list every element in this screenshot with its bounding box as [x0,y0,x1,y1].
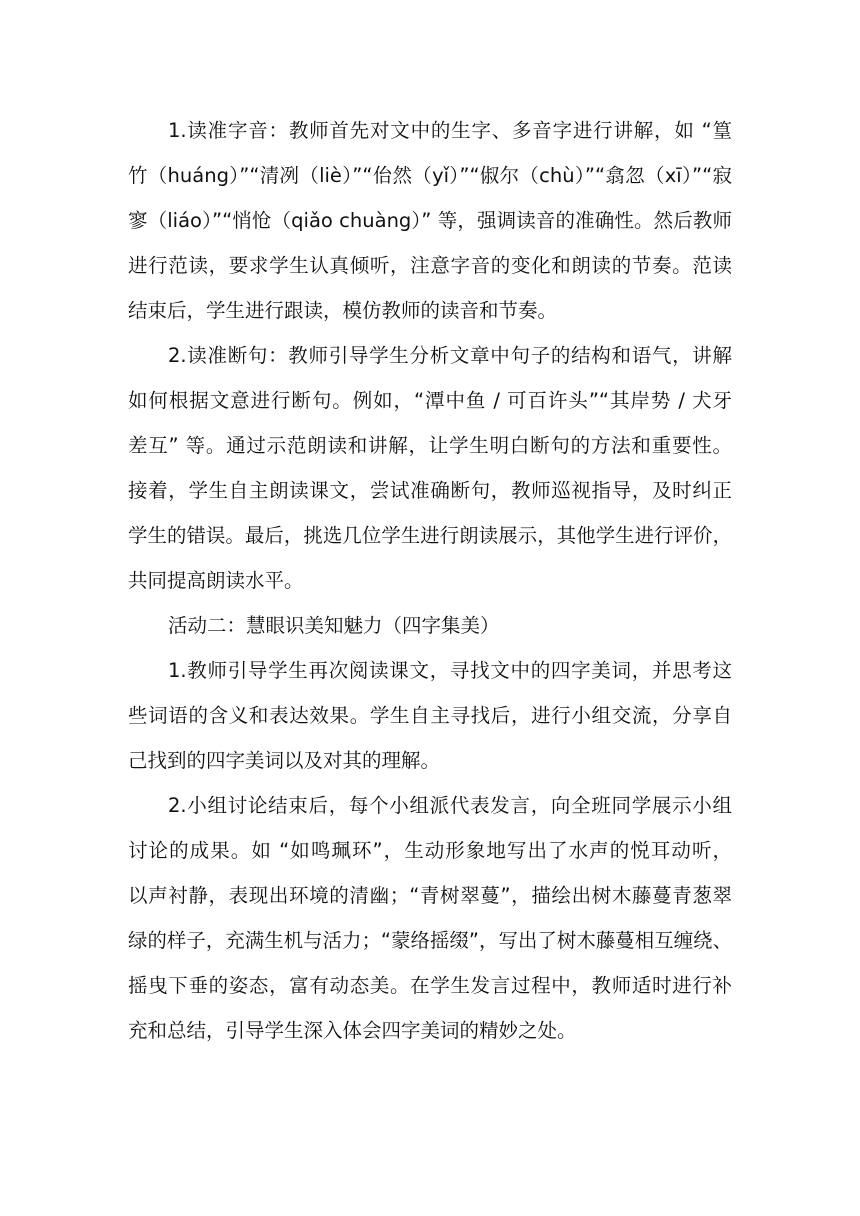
paragraph-find-phrases [128,648,732,783]
activity-heading [128,603,732,648]
text-line: 以声衬静，表现出环境的清幽；“青树翠蔓”，描绘出树木藤蔓青葱翠 [128,884,732,907]
text-line: 2.小组讨论结束后，每个小组派代表发言，向全班同学展示小组 [168,794,732,817]
paragraph-group-discussion [128,783,732,1053]
text-line: 己找到的四字美词以及对其的理解。 [128,749,441,772]
text-line: 些词语的含义和表达效果。学生自主寻找后，进行小组交流，分享自 [128,704,732,727]
text-line: 寥（liáo）”“悄怆（qiǎo chuàng）” 等，强调读音的准确性。然后教师 [128,209,732,232]
text-line: 结束后，学生进行跟读，模仿教师的读音和节奏。 [128,299,558,322]
text-line: 讨论的成果。如 “如鸣珮环”，生动形象地写出了水声的悦耳动听， [128,839,732,862]
text-line: 如何根据文意进行断句。例如，“潭中鱼 / 可百许头”“其岸势 / 犬牙 [128,389,732,412]
text-line: 1.读准字音：教师首先对文中的生字、多音字进行讲解，如 “篁 [168,119,732,142]
text-line: 进行范读，要求学生认真倾听，注意字音的变化和朗读的节奏。范读 [128,254,732,277]
text-line: 学生的错误。最后，挑选几位学生进行朗读展示，其他学生进行评价， [128,524,732,547]
text-line: 竹（huáng）”“清冽（liè）”“佁然（yǐ）”“俶尔（chù）”“翕忽（xī）”“寂 [128,164,732,187]
text-line: 接着，学生自主朗读课文，尝试准确断句，教师巡视指导，及时纠正 [128,479,732,502]
paragraph-read-pauses [128,333,732,603]
paragraph-read-pronunciation [128,108,732,333]
document-body [128,108,732,1053]
text-line: 摇曳下垂的姿态，富有动态美。在学生发言过程中，教师适时进行补 [128,974,732,997]
text-line: 充和总结，引导学生深入体会四字美词的精妙之处。 [128,1019,577,1042]
text-line: 差互” 等。通过示范朗读和讲解，让学生明白断句的方法和重要性。 [128,434,732,457]
text-line: 共同提高朗读水平。 [128,569,304,592]
text-line: 2.读准断句：教师引导学生分析文章中句子的结构和语气，讲解 [168,344,732,367]
text-line: 绿的样子，充满生机与活力；“蒙络摇缀”，写出了树木藤蔓相互缠绕、 [128,929,732,952]
text-line: 活动二：慧眼识美知魅力（四字集美） [168,614,500,637]
text-line: 1.教师引导学生再次阅读课文，寻找文中的四字美词，并思考这 [168,659,732,682]
